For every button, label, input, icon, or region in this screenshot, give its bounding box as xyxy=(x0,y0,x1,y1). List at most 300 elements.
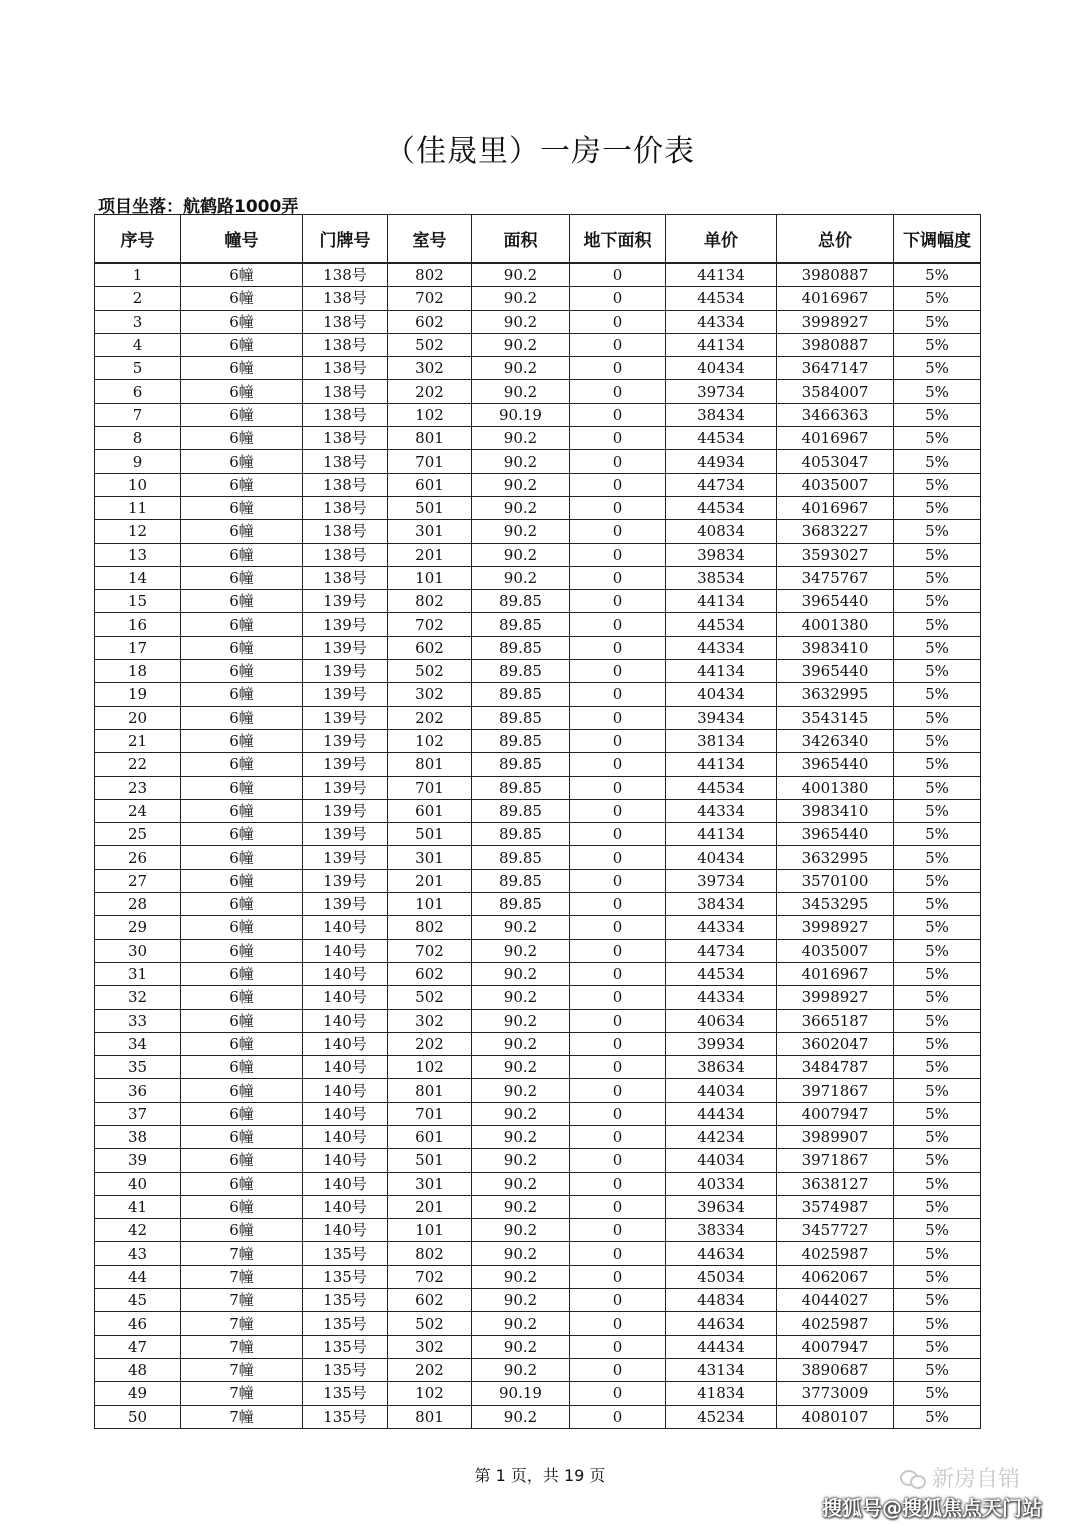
table-cell: 90.2 xyxy=(472,473,570,496)
table-cell: 601 xyxy=(388,1125,472,1148)
table-cell: 44534 xyxy=(666,962,777,985)
table-cell: 5% xyxy=(894,1172,981,1195)
table-cell: 41834 xyxy=(666,1382,777,1405)
table-cell: 140号 xyxy=(303,1079,388,1102)
table-cell: 138号 xyxy=(303,427,388,450)
table-cell: 44434 xyxy=(666,1335,777,1358)
table-cell: 502 xyxy=(388,660,472,683)
table-cell: 6幢 xyxy=(181,962,303,985)
table-cell: 6幢 xyxy=(181,613,303,636)
table-cell: 0 xyxy=(570,1032,666,1055)
table-cell: 44034 xyxy=(666,1149,777,1172)
table-cell: 89.85 xyxy=(472,613,570,636)
table-cell: 702 xyxy=(388,287,472,310)
table-cell: 301 xyxy=(388,520,472,543)
table-cell: 3457727 xyxy=(777,1219,894,1242)
column-header: 总价 xyxy=(777,215,894,264)
table-cell: 3638127 xyxy=(777,1172,894,1195)
table-row xyxy=(95,310,981,333)
table-cell: 31 xyxy=(95,962,181,985)
table-cell: 0 xyxy=(570,566,666,589)
table-row xyxy=(95,1242,981,1265)
table-cell: 5% xyxy=(894,357,981,380)
table-cell: 202 xyxy=(388,706,472,729)
table-cell: 602 xyxy=(388,962,472,985)
table-cell: 6幢 xyxy=(181,1056,303,1079)
table-cell: 4001380 xyxy=(777,613,894,636)
table-row xyxy=(95,636,981,659)
table-cell: 90.2 xyxy=(472,1172,570,1195)
table-cell: 6幢 xyxy=(181,1219,303,1242)
column-header: 序号 xyxy=(95,215,181,264)
table-cell: 0 xyxy=(570,776,666,799)
table-cell: 5% xyxy=(894,823,981,846)
table-cell: 38434 xyxy=(666,893,777,916)
table-row xyxy=(95,1405,981,1428)
table-cell: 5% xyxy=(894,869,981,892)
sohu-watermark: 搜狐号@搜狐焦点天门站 xyxy=(822,1496,1042,1520)
table-cell: 44534 xyxy=(666,776,777,799)
table-cell: 3484787 xyxy=(777,1056,894,1079)
table-cell: 602 xyxy=(388,1289,472,1312)
table-cell: 0 xyxy=(570,729,666,752)
table-cell: 139号 xyxy=(303,660,388,683)
table-cell: 701 xyxy=(388,450,472,473)
table-cell: 4007947 xyxy=(777,1102,894,1125)
page-footer: 第 1 页，共 19 页 xyxy=(474,1466,606,1485)
table-cell: 12 xyxy=(95,520,181,543)
table-cell: 2 xyxy=(95,287,181,310)
table-row xyxy=(95,776,981,799)
table-row xyxy=(95,427,981,450)
table-cell: 6幢 xyxy=(181,1102,303,1125)
table-cell: 135号 xyxy=(303,1358,388,1381)
table-cell: 5% xyxy=(894,1009,981,1032)
table-cell: 3965440 xyxy=(777,823,894,846)
table-cell: 44234 xyxy=(666,1125,777,1148)
table-cell: 702 xyxy=(388,1265,472,1288)
table-cell: 90.2 xyxy=(472,357,570,380)
table-cell: 0 xyxy=(570,357,666,380)
table-cell: 3593027 xyxy=(777,543,894,566)
table-cell: 0 xyxy=(570,473,666,496)
table-cell: 202 xyxy=(388,1358,472,1381)
table-cell: 25 xyxy=(95,823,181,846)
table-cell: 0 xyxy=(570,1125,666,1148)
table-row xyxy=(95,590,981,613)
column-header: 室号 xyxy=(388,215,472,264)
table-cell: 40634 xyxy=(666,1009,777,1032)
table-cell: 36 xyxy=(95,1079,181,1102)
table-cell: 3983410 xyxy=(777,799,894,822)
table-cell: 138号 xyxy=(303,473,388,496)
table-cell: 38334 xyxy=(666,1219,777,1242)
table-cell: 44834 xyxy=(666,1289,777,1312)
table-row xyxy=(95,939,981,962)
table-cell: 6幢 xyxy=(181,590,303,613)
table-cell: 44134 xyxy=(666,590,777,613)
table-cell: 4016967 xyxy=(777,962,894,985)
table-cell: 302 xyxy=(388,1009,472,1032)
table-cell: 89.85 xyxy=(472,776,570,799)
table-cell: 39834 xyxy=(666,543,777,566)
table-cell: 3998927 xyxy=(777,986,894,1009)
table-cell: 201 xyxy=(388,1195,472,1218)
table-cell: 6幢 xyxy=(181,403,303,426)
table-cell: 6幢 xyxy=(181,846,303,869)
table-cell: 0 xyxy=(570,1312,666,1335)
table-cell: 90.2 xyxy=(472,333,570,356)
table-cell: 302 xyxy=(388,357,472,380)
table-cell: 5% xyxy=(894,287,981,310)
table-cell: 6幢 xyxy=(181,427,303,450)
table-cell: 6幢 xyxy=(181,706,303,729)
table-cell: 139号 xyxy=(303,823,388,846)
table-cell: 90.2 xyxy=(472,1358,570,1381)
table-cell: 4035007 xyxy=(777,939,894,962)
table-cell: 11 xyxy=(95,496,181,519)
table-cell: 138号 xyxy=(303,287,388,310)
table-cell: 9 xyxy=(95,450,181,473)
table-cell: 6幢 xyxy=(181,1032,303,1055)
table-cell: 44034 xyxy=(666,1079,777,1102)
table-cell: 802 xyxy=(388,1242,472,1265)
table-cell: 38 xyxy=(95,1125,181,1148)
table-row xyxy=(95,799,981,822)
table-row xyxy=(95,1079,981,1102)
table-cell: 0 xyxy=(570,660,666,683)
table-cell: 44734 xyxy=(666,473,777,496)
table-cell: 0 xyxy=(570,799,666,822)
table-cell: 6幢 xyxy=(181,450,303,473)
table-cell: 6幢 xyxy=(181,1009,303,1032)
table-cell: 90.2 xyxy=(472,310,570,333)
table-cell: 0 xyxy=(570,380,666,403)
table-cell: 5% xyxy=(894,450,981,473)
table-row xyxy=(95,1289,981,1312)
table-cell: 34 xyxy=(95,1032,181,1055)
table-cell: 3998927 xyxy=(777,310,894,333)
table-row xyxy=(95,287,981,310)
table-cell: 89.85 xyxy=(472,590,570,613)
table-cell: 6幢 xyxy=(181,1149,303,1172)
table-cell: 5% xyxy=(894,1149,981,1172)
column-header: 门牌号 xyxy=(303,215,388,264)
table-row xyxy=(95,869,981,892)
wechat-icon xyxy=(900,1468,926,1488)
table-cell: 90.2 xyxy=(472,566,570,589)
table-cell: 3453295 xyxy=(777,893,894,916)
table-cell: 8 xyxy=(95,427,181,450)
table-row xyxy=(95,1149,981,1172)
table-cell: 90.2 xyxy=(472,1009,570,1032)
table-cell: 138号 xyxy=(303,333,388,356)
project-location: 项目坐落：航鹤路1000弄 xyxy=(98,197,299,217)
table-cell: 3983410 xyxy=(777,636,894,659)
table-cell: 101 xyxy=(388,1219,472,1242)
table-cell: 89.85 xyxy=(472,660,570,683)
table-cell: 3632995 xyxy=(777,846,894,869)
table-row xyxy=(95,403,981,426)
table-cell: 6幢 xyxy=(181,636,303,659)
table-cell: 0 xyxy=(570,1358,666,1381)
table-cell: 90.2 xyxy=(472,1032,570,1055)
table-cell: 6幢 xyxy=(181,893,303,916)
table-cell: 5% xyxy=(894,1382,981,1405)
table-cell: 140号 xyxy=(303,1056,388,1079)
table-cell: 0 xyxy=(570,683,666,706)
table-row xyxy=(95,1102,981,1125)
table-cell: 39734 xyxy=(666,869,777,892)
table-cell: 90.2 xyxy=(472,1265,570,1288)
table-cell: 6幢 xyxy=(181,1195,303,1218)
table-cell: 140号 xyxy=(303,1009,388,1032)
table-cell: 502 xyxy=(388,986,472,1009)
table-cell: 139号 xyxy=(303,683,388,706)
column-header: 下调幅度 xyxy=(894,215,981,264)
table-cell: 0 xyxy=(570,543,666,566)
table-cell: 6幢 xyxy=(181,357,303,380)
table-cell: 6幢 xyxy=(181,986,303,1009)
table-cell: 50 xyxy=(95,1405,181,1428)
table-row xyxy=(95,893,981,916)
table-row xyxy=(95,543,981,566)
table-row xyxy=(95,823,981,846)
table-row xyxy=(95,496,981,519)
table-cell: 139号 xyxy=(303,706,388,729)
table-cell: 601 xyxy=(388,799,472,822)
table-cell: 140号 xyxy=(303,1219,388,1242)
table-cell: 4007947 xyxy=(777,1335,894,1358)
table-cell: 5% xyxy=(894,1079,981,1102)
table-cell: 39434 xyxy=(666,706,777,729)
table-cell: 6幢 xyxy=(181,496,303,519)
table-cell: 19 xyxy=(95,683,181,706)
table-cell: 6幢 xyxy=(181,333,303,356)
table-cell: 701 xyxy=(388,1102,472,1125)
table-cell: 5 xyxy=(95,357,181,380)
table-cell: 4080107 xyxy=(777,1405,894,1428)
table-cell: 0 xyxy=(570,520,666,543)
table-cell: 3 xyxy=(95,310,181,333)
table-row xyxy=(95,1265,981,1288)
table-cell: 27 xyxy=(95,869,181,892)
table-cell: 89.85 xyxy=(472,729,570,752)
table-cell: 44534 xyxy=(666,287,777,310)
table-cell: 35 xyxy=(95,1056,181,1079)
table-cell: 0 xyxy=(570,333,666,356)
table-cell: 5% xyxy=(894,543,981,566)
table-cell: 4016967 xyxy=(777,287,894,310)
table-cell: 44 xyxy=(95,1265,181,1288)
table-cell: 90.2 xyxy=(472,1079,570,1102)
table-cell: 0 xyxy=(570,1382,666,1405)
table-cell: 140号 xyxy=(303,986,388,1009)
table-cell: 802 xyxy=(388,916,472,939)
table-cell: 5% xyxy=(894,427,981,450)
table-cell: 5% xyxy=(894,473,981,496)
table-cell: 0 xyxy=(570,427,666,450)
table-cell: 501 xyxy=(388,823,472,846)
table-row xyxy=(95,1195,981,1218)
table-cell: 47 xyxy=(95,1335,181,1358)
table-row xyxy=(95,333,981,356)
table-cell: 89.85 xyxy=(472,683,570,706)
table-cell: 5% xyxy=(894,310,981,333)
table-cell: 90.2 xyxy=(472,287,570,310)
table-cell: 6幢 xyxy=(181,729,303,752)
table-row xyxy=(95,1312,981,1335)
table-header xyxy=(95,215,981,264)
table-cell: 702 xyxy=(388,939,472,962)
table-cell: 23 xyxy=(95,776,181,799)
table-cell: 101 xyxy=(388,893,472,916)
table-cell: 90.2 xyxy=(472,380,570,403)
table-cell: 5% xyxy=(894,683,981,706)
table-cell: 5% xyxy=(894,520,981,543)
table-cell: 6 xyxy=(95,380,181,403)
table-cell: 44334 xyxy=(666,636,777,659)
table-cell: 3965440 xyxy=(777,590,894,613)
table-cell: 138号 xyxy=(303,496,388,519)
table-cell: 5% xyxy=(894,706,981,729)
table-cell: 135号 xyxy=(303,1312,388,1335)
table-cell: 39734 xyxy=(666,380,777,403)
table-row xyxy=(95,1335,981,1358)
table-row xyxy=(95,566,981,589)
table-cell: 5% xyxy=(894,590,981,613)
table-cell: 102 xyxy=(388,729,472,752)
table-cell: 3989907 xyxy=(777,1125,894,1148)
table-cell: 4053047 xyxy=(777,450,894,473)
table-cell: 40434 xyxy=(666,357,777,380)
table-cell: 49 xyxy=(95,1382,181,1405)
table-cell: 5% xyxy=(894,1358,981,1381)
table-cell: 5% xyxy=(894,333,981,356)
table-cell: 139号 xyxy=(303,799,388,822)
table-cell: 90.2 xyxy=(472,520,570,543)
table-cell: 44134 xyxy=(666,263,777,287)
table-cell: 501 xyxy=(388,496,472,519)
table-cell: 5% xyxy=(894,1125,981,1148)
wechat-watermark xyxy=(900,1462,1020,1493)
table-cell: 140号 xyxy=(303,939,388,962)
table-cell: 135号 xyxy=(303,1289,388,1312)
table-cell: 3965440 xyxy=(777,660,894,683)
table-cell: 90.2 xyxy=(472,427,570,450)
table-cell: 6幢 xyxy=(181,776,303,799)
table-cell: 90.2 xyxy=(472,450,570,473)
table-cell: 101 xyxy=(388,566,472,589)
table-cell: 138号 xyxy=(303,263,388,287)
table-cell: 501 xyxy=(388,1149,472,1172)
table-cell: 41 xyxy=(95,1195,181,1218)
table-cell: 601 xyxy=(388,473,472,496)
table-cell: 0 xyxy=(570,916,666,939)
table-cell: 7幢 xyxy=(181,1405,303,1428)
table-cell: 30 xyxy=(95,939,181,962)
table-row xyxy=(95,1172,981,1195)
table-row xyxy=(95,450,981,473)
table-cell: 102 xyxy=(388,403,472,426)
table-cell: 44134 xyxy=(666,753,777,776)
table-cell: 1 xyxy=(95,263,181,287)
table-cell: 48 xyxy=(95,1358,181,1381)
table-cell: 90.2 xyxy=(472,1405,570,1428)
table-cell: 90.2 xyxy=(472,1242,570,1265)
table-cell: 7幢 xyxy=(181,1265,303,1288)
table-cell: 139号 xyxy=(303,893,388,916)
table-cell: 0 xyxy=(570,939,666,962)
table-cell: 135号 xyxy=(303,1265,388,1288)
table-cell: 5% xyxy=(894,380,981,403)
table-cell: 3602047 xyxy=(777,1032,894,1055)
table-cell: 26 xyxy=(95,846,181,869)
table-cell: 140号 xyxy=(303,1149,388,1172)
table-cell: 6幢 xyxy=(181,660,303,683)
table-cell: 20 xyxy=(95,706,181,729)
table-cell: 42 xyxy=(95,1219,181,1242)
table-cell: 44334 xyxy=(666,986,777,1009)
table-cell: 102 xyxy=(388,1382,472,1405)
table-cell: 702 xyxy=(388,613,472,636)
table-cell: 6幢 xyxy=(181,310,303,333)
table-cell: 102 xyxy=(388,1056,472,1079)
table-cell: 90.2 xyxy=(472,1056,570,1079)
table-cell: 138号 xyxy=(303,543,388,566)
table-row xyxy=(95,706,981,729)
table-cell: 0 xyxy=(570,496,666,519)
table-cell: 0 xyxy=(570,1405,666,1428)
table-cell: 140号 xyxy=(303,1172,388,1195)
table-cell: 24 xyxy=(95,799,181,822)
table-cell: 0 xyxy=(570,1172,666,1195)
header-row xyxy=(95,215,981,264)
table-cell: 5% xyxy=(894,939,981,962)
table-cell: 301 xyxy=(388,1172,472,1195)
table-row xyxy=(95,380,981,403)
table-cell: 135号 xyxy=(303,1405,388,1428)
table-row xyxy=(95,986,981,1009)
table-cell: 90.2 xyxy=(472,916,570,939)
table-cell: 0 xyxy=(570,450,666,473)
table-cell: 6幢 xyxy=(181,263,303,287)
table-cell: 3475767 xyxy=(777,566,894,589)
page-title: （佳晟里）一房一价表 xyxy=(385,134,695,169)
table-row xyxy=(95,473,981,496)
table-cell: 44634 xyxy=(666,1312,777,1335)
table-cell: 3890687 xyxy=(777,1358,894,1381)
table-cell: 90.2 xyxy=(472,1312,570,1335)
table-cell: 3665187 xyxy=(777,1009,894,1032)
table-cell: 3971867 xyxy=(777,1149,894,1172)
table-cell: 6幢 xyxy=(181,916,303,939)
table-cell: 44334 xyxy=(666,916,777,939)
table-cell: 6幢 xyxy=(181,869,303,892)
table-cell: 138号 xyxy=(303,566,388,589)
table-cell: 5% xyxy=(894,1289,981,1312)
table-cell: 40334 xyxy=(666,1172,777,1195)
table-cell: 0 xyxy=(570,846,666,869)
table-cell: 16 xyxy=(95,613,181,636)
table-cell: 90.2 xyxy=(472,496,570,519)
table-cell: 6幢 xyxy=(181,753,303,776)
table-cell: 5% xyxy=(894,660,981,683)
table-cell: 140号 xyxy=(303,962,388,985)
table-row xyxy=(95,846,981,869)
table-cell: 138号 xyxy=(303,357,388,380)
table-cell: 201 xyxy=(388,543,472,566)
